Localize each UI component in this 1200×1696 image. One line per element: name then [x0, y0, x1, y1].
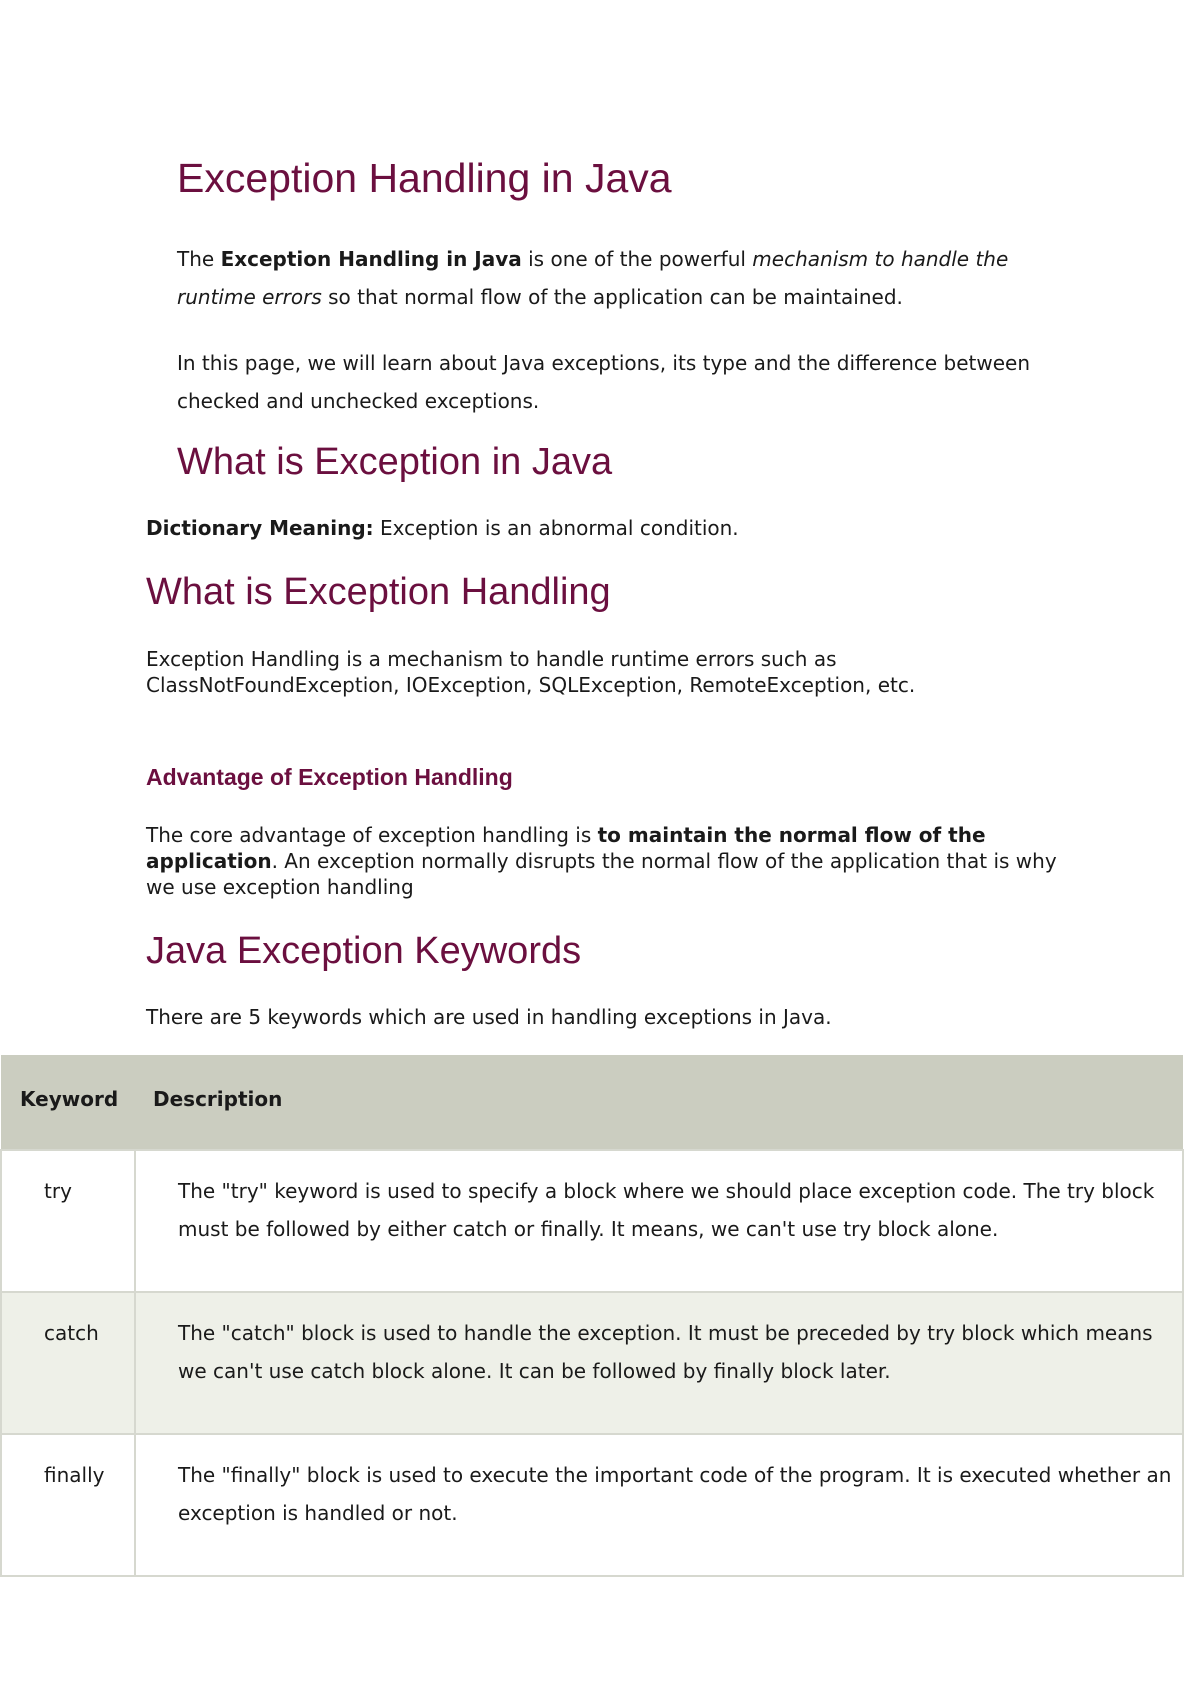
intro-bold-term: Exception Handling in Java	[220, 247, 522, 271]
intro-italic-phrase: mechanism to handle the runtime errors	[177, 247, 1009, 309]
intro-paragraph	[177, 240, 1057, 316]
intro-paragraph-2: In this page, we will learn about Java exceptions, its type and the difference between checked and unchecked exceptions.	[177, 351, 1031, 413]
advantage-text-end: . An exception normally disrupts the normal flow of the application that is why we use exception handling	[146, 849, 1057, 899]
heading-keywords: Java Exception Keywords	[146, 930, 582, 972]
keywords-intro: There are 5 keywords which are used in handling exceptions in Java.	[146, 1005, 832, 1029]
dictionary-meaning	[146, 516, 739, 540]
keyword-cell: try	[1, 1150, 135, 1292]
description-cell: The "finally" block is used to execute the important code of the program. It is executed whether an exception is handled or not.	[135, 1434, 1183, 1576]
keyword-cell: finally	[1, 1434, 135, 1576]
page-title: Exception Handling in Java	[177, 155, 672, 201]
column-header-description: Description	[135, 1055, 1183, 1150]
dictionary-meaning-text: Exception is an abnormal condition.	[373, 516, 739, 540]
table-row	[1, 1150, 1183, 1292]
intro-text-mid: is one of the powerful	[521, 247, 753, 271]
description-cell: The "catch" block is used to handle the exception. It must be preceded by try block which means we can't use catch block alone. It can be followed by finally block later.	[135, 1292, 1183, 1434]
heading-advantage: Advantage of Exception Handling	[146, 764, 513, 790]
heading-what-is-exception: What is Exception in Java	[177, 441, 613, 483]
heading-what-is-exception-handling: What is Exception Handling	[146, 571, 611, 613]
description-cell: The "try" keyword is used to specify a block where we should place exception code. The try block must be followed by either catch or finally. It means, we can't use try block alone.	[135, 1150, 1183, 1292]
dictionary-meaning-label: Dictionary Meaning:	[146, 516, 374, 540]
table-header-row	[1, 1055, 1183, 1150]
advantage-paragraph	[146, 822, 1058, 900]
keywords-table	[0, 1055, 1184, 1577]
exception-handling-definition: Exception Handling is a mechanism to handle runtime errors such as ClassNotFoundException, IOException, SQLException, RemoteException, etc.	[146, 647, 916, 697]
intro-text-end: so that normal flow of the application can be maintained.	[321, 285, 903, 309]
advantage-text-start: The core advantage of exception handling is	[146, 823, 598, 847]
column-header-keyword: Keyword	[1, 1055, 135, 1150]
advantage-bold-phrase: to maintain the normal flow of the application	[146, 823, 986, 873]
table-row	[1, 1292, 1183, 1434]
table-row	[1, 1434, 1183, 1576]
keyword-cell: catch	[1, 1292, 135, 1434]
intro-text-start: The	[177, 247, 221, 271]
